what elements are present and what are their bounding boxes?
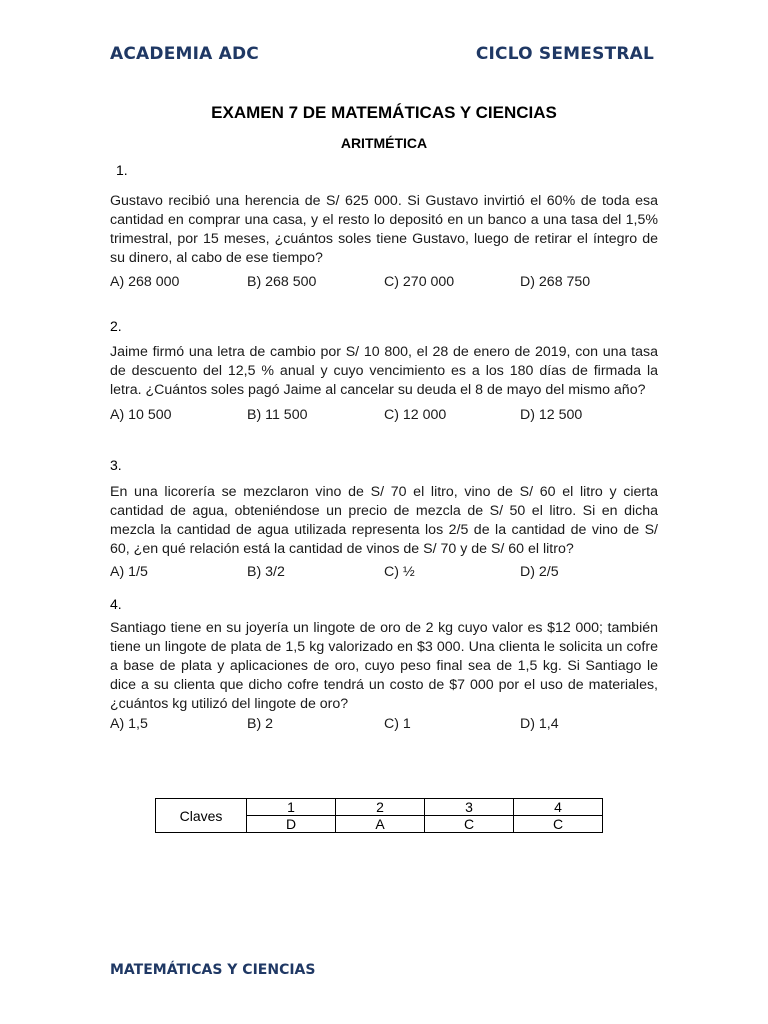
option-d: D) 1,4	[520, 716, 559, 732]
option-c: C) 270 000	[384, 274, 455, 290]
key-answer-4: C	[514, 816, 603, 833]
header-academy: ACADEMIA ADC	[110, 44, 259, 64]
answer-keys-table	[155, 798, 603, 833]
key-answer-3: C	[425, 816, 514, 833]
key-answer-2: A	[336, 816, 425, 833]
option-a: A) 1,5	[110, 716, 148, 732]
option-c: C) 1	[384, 716, 411, 732]
option-d: D) 268 750	[520, 274, 591, 290]
question-3-text: En una licorería se mezclaron vino de S/ 70 el litro, vino de S/ 60 el litro y cierta cantidad de agua, obteniéndose un precio de mezcla de S/ 50 el litro. Si en dicha mezcla la cantidad de agua utilizada representa los 2/5 de la cantidad de vino de S/ 60, ¿en qué relación está la cantidad de vinos de S/ 70 y de S/ 60 el litro?	[110, 484, 658, 557]
question-4-text: Santiago tiene en su joyería un lingote de oro de 2 kg cuyo valor es $12 000; también tiene un lingote de plata de 1,5 kg valorizado en $3 000. Una clienta le solicita un cofre a base de plata y aplicaciones de oro, cuyo peso final sea de 1,5 kg. Si Santiago le dice a su clienta que dicho cofre tendrá un costo de $7 000 por el uso de materiales, ¿cuántos kg utilizó del lingote de oro?	[110, 620, 658, 712]
option-a: A) 10 500	[110, 407, 172, 423]
keys-header-row	[156, 799, 603, 816]
question-2-text: Jaime firmó una letra de cambio por S/ 10 800, el 28 de enero de 2019, con una tasa de descuento del 12,5 % anual y cuyo vencimiento es a los 180 días de firmada la letra. ¿Cuántos soles pagó Jaime al cancelar su deuda el 8 de mayo del mismo año?	[110, 344, 658, 398]
question-3-options	[110, 564, 670, 584]
key-number-1: 1	[247, 799, 336, 816]
exam-title: EXAMEN 7 DE MATEMÁTICAS Y CIENCIAS	[211, 103, 557, 122]
footer-title: MATEMÁTICAS Y CIENCIAS	[110, 962, 316, 978]
question-4-options	[110, 716, 670, 736]
option-b: B) 2	[247, 716, 274, 732]
option-c: C) 12 000	[384, 407, 447, 423]
question-3-number: 3.	[110, 457, 122, 473]
question-4-number: 4.	[110, 596, 122, 612]
key-answer-1: D	[247, 816, 336, 833]
option-c: C) ½	[384, 564, 415, 580]
option-d: D) 12 500	[520, 407, 583, 423]
question-1-text: Gustavo recibió una herencia de S/ 625 000. Si Gustavo invirtió el 60% de toda esa cantidad en comprar una casa, y el resto lo depositó en un banco a una tasa del 1,5% trimestral, por 15 meses, ¿cuántos soles tiene Gustavo, luego de retirar el íntegro de su dinero, al cabo de ese tiempo?	[110, 193, 658, 266]
keys-label: Claves	[156, 799, 247, 833]
key-number-3: 3	[425, 799, 514, 816]
option-b: B) 268 500	[247, 274, 317, 290]
header-cycle: CICLO SEMESTRAL	[475, 44, 654, 64]
option-b: B) 11 500	[247, 407, 308, 423]
subject-heading: ARITMÉTICA	[340, 135, 428, 151]
key-number-4: 4	[514, 799, 603, 816]
question-1-options	[110, 274, 670, 294]
question-2-options	[110, 407, 670, 427]
option-a: A) 268 000	[110, 274, 180, 290]
question-1-number: 1.	[116, 162, 128, 178]
option-a: A) 1/5	[110, 564, 148, 580]
key-number-2: 2	[336, 799, 425, 816]
option-d: D) 2/5	[520, 564, 559, 580]
question-2-number: 2.	[110, 318, 122, 334]
option-b: B) 3/2	[247, 564, 285, 580]
